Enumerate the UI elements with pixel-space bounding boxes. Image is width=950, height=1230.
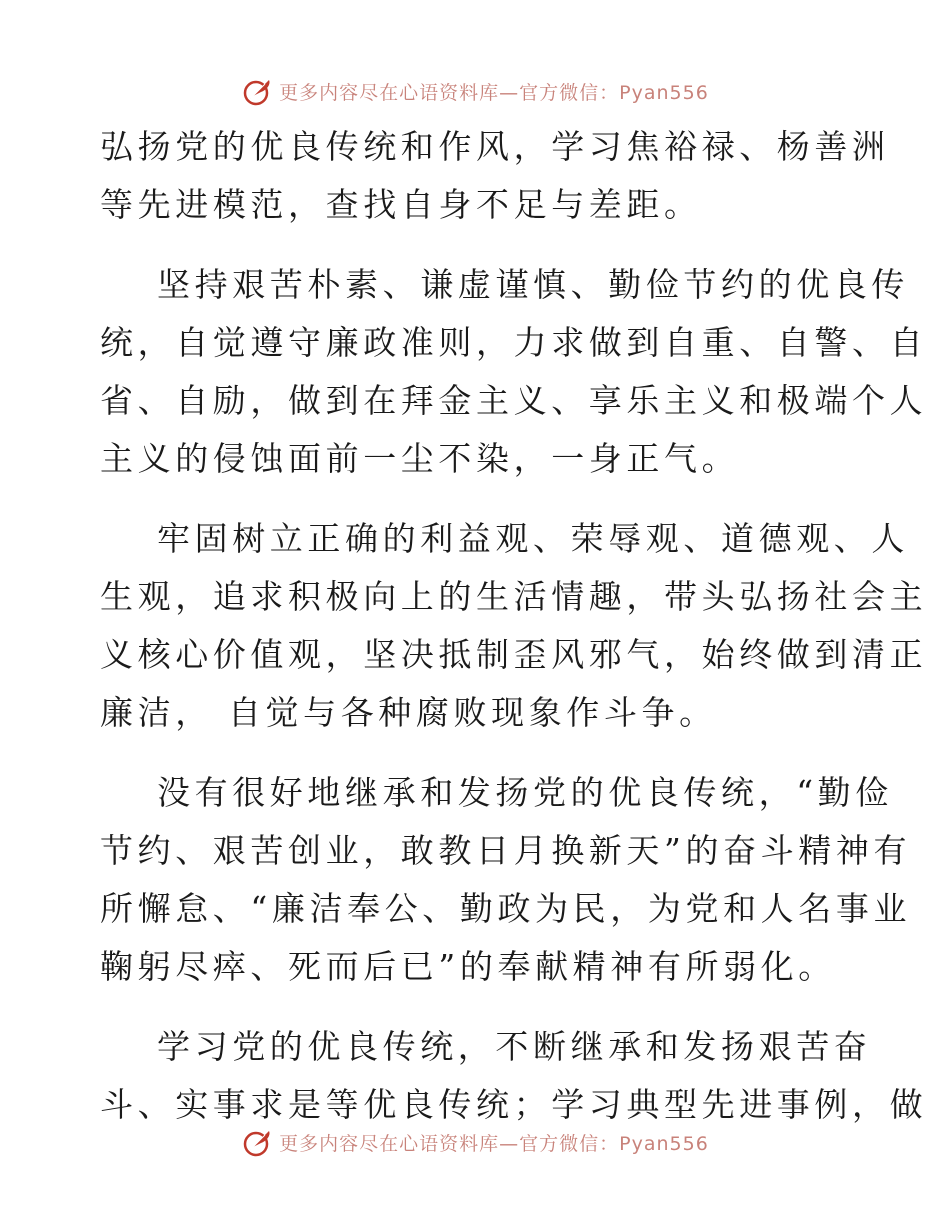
feather-logo-icon bbox=[241, 1125, 275, 1159]
text-line: 学习党的优良传统，不断继承和发扬艰苦奋 bbox=[157, 1027, 872, 1066]
paragraph-1 bbox=[100, 118, 890, 234]
text-line: 等先进模范，查找自身不足与差距。 bbox=[100, 185, 702, 224]
text-line: 节约、艰苦创业，敢教日月换新天”的奋斗精神有 bbox=[100, 831, 912, 870]
paragraph-4 bbox=[100, 764, 912, 996]
text-line: 鞠躬尽瘁、死而后已”的奉献精神有所弱化。 bbox=[100, 947, 836, 986]
paragraph-2 bbox=[100, 256, 928, 488]
document-body bbox=[100, 118, 928, 1156]
text-line: 弘扬党的优良传统和作风，学习焦裕禄、杨善洲 bbox=[100, 127, 890, 166]
footer-watermark bbox=[0, 1122, 950, 1162]
watermark-text: 更多内容尽在心语资料库—官方微信：Pyan556 bbox=[279, 81, 709, 104]
text-line: 主义的侵蚀面前一尘不染，一身正气。 bbox=[100, 439, 740, 478]
text-line: 省、自励，做到在拜金主义、享乐主义和极端个人 bbox=[100, 381, 928, 420]
watermark-text: 更多内容尽在心语资料库—官方微信：Pyan556 bbox=[279, 1132, 709, 1155]
text-line: 义核心价值观，坚决抵制歪风邪气，始终做到清正 bbox=[100, 635, 928, 674]
header-watermark bbox=[0, 71, 950, 111]
paragraph-5 bbox=[100, 1018, 928, 1134]
text-line: 廉洁， 自觉与各种腐败现象作斗争。 bbox=[100, 693, 717, 732]
text-line: 没有很好地继承和发扬党的优良传统，“勤俭 bbox=[157, 773, 893, 812]
feather-logo-icon bbox=[241, 74, 275, 108]
text-line: 所懈怠、“廉洁奉公、勤政为民，为党和人名事业 bbox=[100, 889, 912, 928]
text-line: 生观，追求积极向上的生活情趣，带头弘扬社会主 bbox=[100, 577, 928, 616]
paragraph-3 bbox=[100, 510, 928, 742]
text-line: 斗、实事求是等优良传统；学习典型先进事例，做 bbox=[100, 1085, 928, 1124]
text-line: 统，自觉遵守廉政准则，力求做到自重、自警、自 bbox=[100, 323, 928, 362]
text-line: 坚持艰苦朴素、谦虚谨慎、勤俭节约的优良传 bbox=[157, 265, 909, 304]
text-line: 牢固树立正确的利益观、荣辱观、道德观、人 bbox=[157, 519, 909, 558]
